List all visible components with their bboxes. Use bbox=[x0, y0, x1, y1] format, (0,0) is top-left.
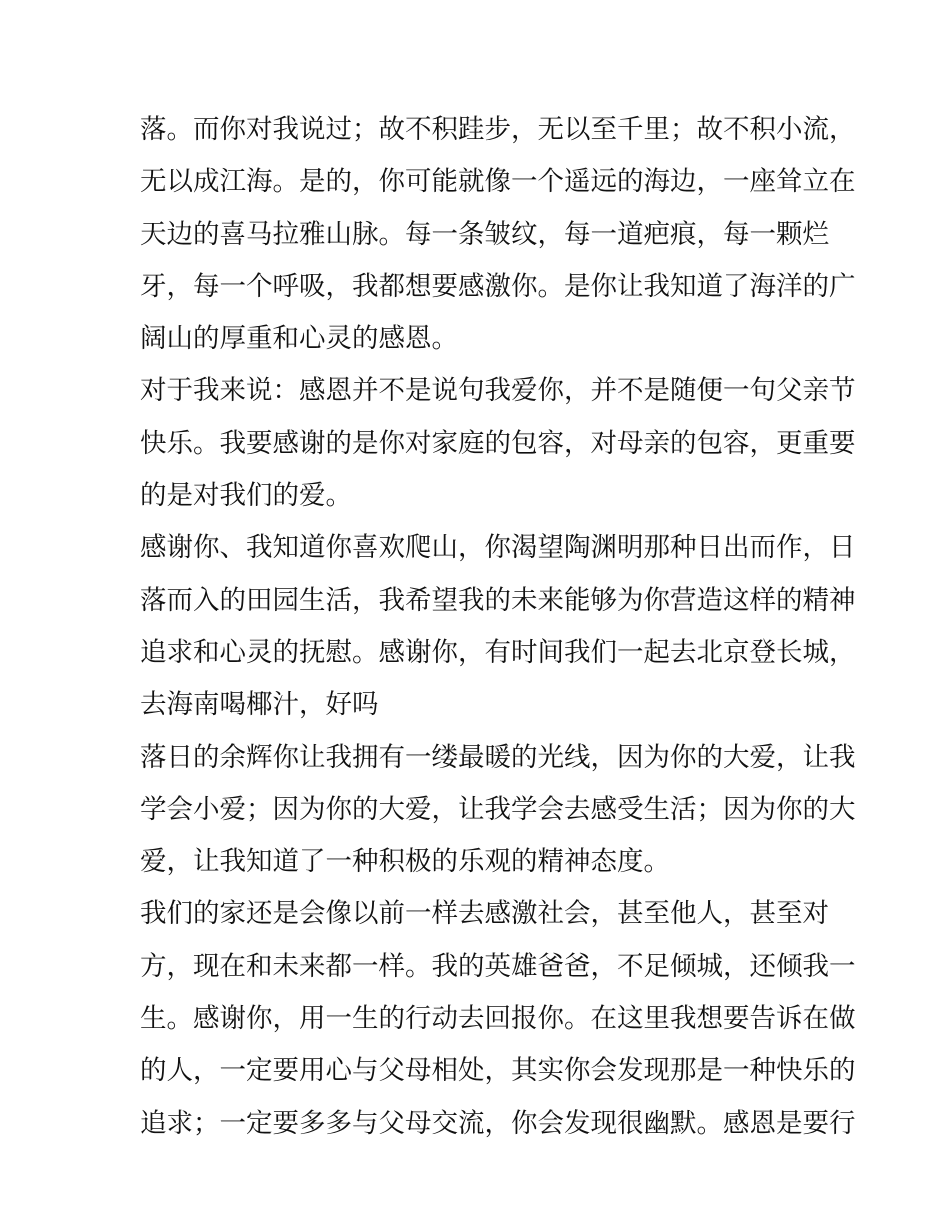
text-line: 对于我来说：感恩并不是说句我爱你，并不是随便一句父亲节 bbox=[140, 375, 856, 407]
text-line: 生。感谢你，用一生的行动去回报你。在这里我想要告诉在做 bbox=[140, 1003, 856, 1035]
text-line: 去海南喝椰汁，好吗 bbox=[140, 689, 379, 721]
text-line: 的是对我们的爱。 bbox=[140, 480, 352, 512]
body-text bbox=[140, 104, 856, 1150]
text-line: 的人，一定要用心与父母相处，其实你会发现那是一种快乐的 bbox=[140, 1055, 856, 1087]
text-line: 牙，每一个呼吸，我都想要感激你。是你让我知道了海洋的广 bbox=[140, 270, 856, 302]
text-line: 快乐。我要感谢的是你对家庭的包容，对母亲的包容，更重要 bbox=[140, 427, 856, 459]
text-line: 天边的喜马拉雅山脉。每一条皱纹，每一道疤痕，每一颗烂 bbox=[140, 218, 829, 250]
text-line: 方，现在和未来都一样。我的英雄爸爸，不足倾城，还倾我一 bbox=[140, 950, 856, 982]
text-line: 追求和心灵的抚慰。感谢你，有时间我们一起去北京登长城， bbox=[140, 636, 856, 668]
text-line: 追求；一定要多多与父母交流，你会发现很幽默。感恩是要行 bbox=[140, 1107, 856, 1139]
text-line: 落而入的田园生活，我希望我的未来能够为你营造这样的精神 bbox=[140, 584, 856, 616]
text-line: 感谢你、我知道你喜欢爬山，你渴望陶渊明那种日出而作，日 bbox=[140, 532, 856, 564]
text-line: 无以成江海。是的，你可能就像一个遥远的海边，一座耸立在 bbox=[140, 166, 856, 198]
text-line: 落。而你对我说过；故不积跬步，无以至千里；故不积小流， bbox=[140, 114, 856, 145]
text-line: 落日的余辉你让我拥有一缕最暖的光线，因为你的大爱，让我 bbox=[140, 741, 856, 773]
text-line: 我们的家还是会像以前一样去感激社会，甚至他人，甚至对 bbox=[140, 898, 829, 930]
text-line: 学会小爱；因为你的大爱，让我学会去感受生活；因为你的大 bbox=[140, 793, 856, 825]
text-line: 阔山的厚重和心灵的感恩。 bbox=[140, 323, 458, 355]
text-line: 爱，让我知道了一种积极的乐观的精神态度。 bbox=[140, 846, 670, 878]
